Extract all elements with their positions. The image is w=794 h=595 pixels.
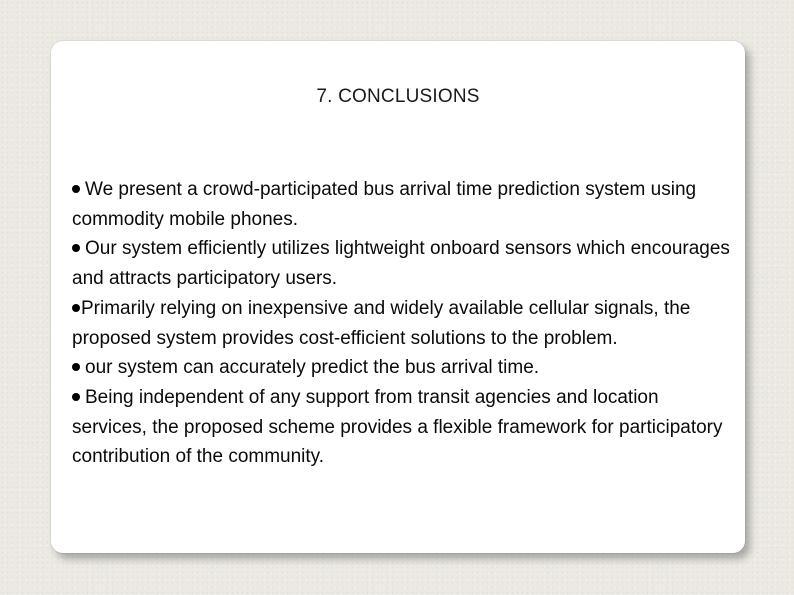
bullet-text: our system can accurately predict the bus arrival time. (85, 357, 540, 379)
bullet-dot-icon (72, 244, 80, 252)
bullet-item (72, 294, 732, 353)
bullet-item (72, 353, 732, 383)
bullet-item (72, 175, 732, 234)
bullet-text: Our system efficiently utilizes lightweight onboard sensors which encourages and attracts participatory users. (72, 238, 730, 290)
bullet-item (72, 234, 732, 293)
bullet-list (72, 175, 732, 472)
bullet-dot-icon (72, 393, 80, 401)
bullet-text: Primarily relying on inexpensive and widely available cellular signals, the proposed system provides cost-efficient solutions to the problem. (72, 297, 691, 349)
bullet-text: We present a crowd-participated bus arrival time prediction system using commodity mobile phones. (72, 179, 697, 230)
bullet-dot-icon (72, 185, 80, 193)
bullet-dot-icon (72, 363, 80, 371)
bullet-item (72, 383, 732, 472)
bullet-dot-icon (72, 304, 80, 312)
bullet-text: Being independent of any support from transit agencies and location services, the proposed scheme provides a flexible framework for participatory contribution of the community. (72, 386, 723, 468)
slide-title: 7. CONCLUSIONS (316, 86, 480, 107)
